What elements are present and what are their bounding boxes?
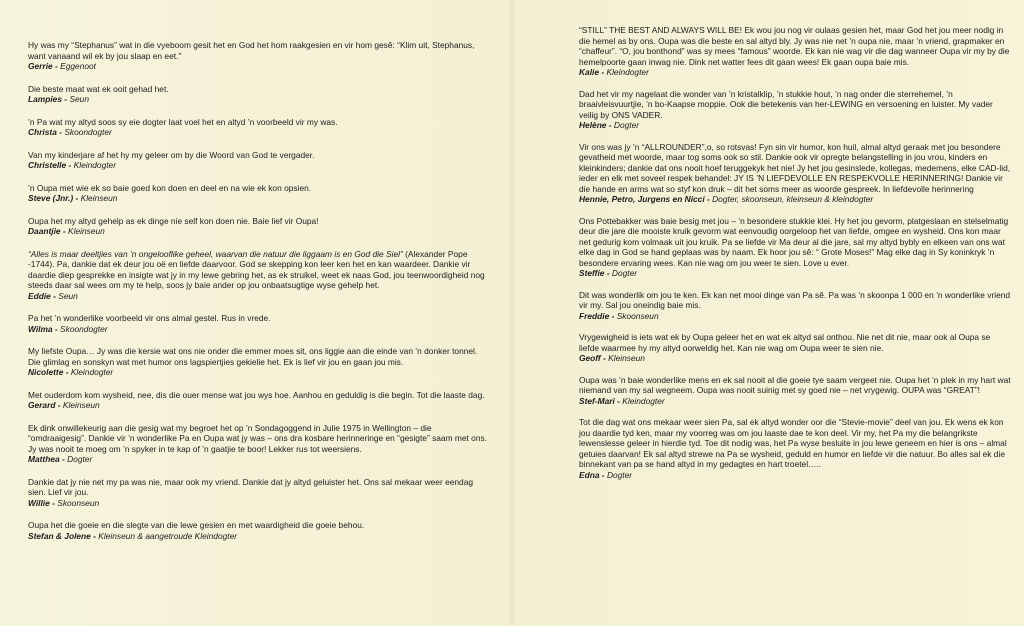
tribute-relation: Dogter [611,268,638,278]
tribute-entry [28,520,490,541]
tribute-text: Hy was my “Stephanus” wat in die vyeboom gesit het en God het hom raakgesien en vir hom gesê: “Klim uit, Stephanus, want vanaand wil ek by jou slaap en eet.” [28,40,475,61]
tribute-name: Willie [28,497,50,508]
tribute-quote: “Alles is maar deeltjies van ’n ongelooflike geheel, waarvan die natuur die liggaam is en God die Siel” [28,248,403,259]
tribute-signature: Kalie - Kleindogter [579,67,649,77]
tribute-relation: Kleindogter [70,367,114,377]
tribute-text: “STILL” THE BEST AND ALWAYS WILL BE! Ek wou jou nog vir oulaas gesien het, maar God het jou meer nodig in die hemel as by ons. Oupa was die beste en sal altyd bly. Jy was nie net ’n oupa nie, maar ’n vriend, grapmaker en “chaffeur”. “O, jou bonthond” was sy mees “famous” woorde. Ek kan nie wag vir die dag wanneer Oupa vir my by die hemelpoorte gaan inwag nie. Dink net watter fees dit gaan wees! Ek gaan oupa baie mis. [579,25,1010,67]
tribute-text-body: (Alexander Pope -1744). Pa, dankie dat ek deur jou oë en liefde daarvoor. God se skepping kon leer ken het en kan waardeer. Dankie vir daardie diep gesprekke en insigte wat jy in my lewe gebring het, as ek struikel, weet ek naas God, jou teenwoordigheid nog steeds daar sal wees om my te help, soos jy baie ander op jou onbaatsugtige wyse gehelp het. [28,248,485,290]
tribute-name: Stef-Mari [579,395,615,406]
tribute-text: Die beste maat wat ek ooit gehad het. [28,83,169,94]
tribute-relation: Eggenoot [60,61,97,71]
tribute-relation: Kleinseun [68,226,105,236]
tribute-relation: Skoondogter [60,323,108,334]
tribute-text: ’n Oupa met wie ek so baie goed kon doen en deel en na wie ek kon opsien. [28,182,312,193]
tribute-entry [579,25,1012,78]
tribute-relation: Kleindogter [622,395,665,406]
tribute-name: Gerrie [28,61,53,71]
tribute-text: Vir ons was jy ’n “ALLROUNDER”,o, so rotsvas! Fyn sin vir humor, kon huil, almal altyd geraak met jou besondere gevatheid met woorde, maar tog soms ook so stil. Dankie ook vir opregte belangstelling in jou vrou, kinders en kleinkinders; dankie dat ons nooit hoef teruggekyk het nie! Jy het jou gesinslede, kollegas, medemens, elke CAD-lid, ieder en elk met soveel respek behandel: JY IS ’N LIEFDEVOLLE EN RESPEKVOLLE HERINNERING! Dankie vir die hande en arms wat so styf kon druk – dit het soms meer as woorde gespreek. In liefdevolle herinnering [579,141,1011,194]
tribute-relation: Skoonseun [57,497,100,508]
right-page [520,0,1024,626]
tribute-text: Dankie dat jy nie net my pa was nie, maar ook my vriend. Dankie dat jy altyd geluister het. Ons sal mekaar weer eendag sien. Lief vir jou. [28,476,474,497]
tribute-text: Tot die dag wat ons mekaar weer sien Pa, sal ek altyd wonder oor die “Stevie-movie” deel van jou. Ek wens ek kon jou daardie tyd ken, maar my voorreg was om jou laaste dae te kon deel. Vir my, het Pa my die belangrikste lewenslesse geleer in hierdie tyd. Toe dit nodig was, het Pa wyse besluite in jou lewe geneem en hier is ons – almal getuies daarvan! Ek sal altyd strewe na Pa se wysheid, geduld en humor en liefde vir die natuur. Bo alles sal ek die binnekant van pa se hand altyd in my gedagtes en hart troetel….. [579,417,1007,469]
tribute-signature: Nicolette - Kleindogter [28,367,114,377]
tribute-name: Christa [28,127,57,137]
tribute-relation: Seun [69,94,89,104]
tribute-text: Oupa was ’n baie wonderlike mens en ek sal nooit al die goeie tye saam vergeet nie. Oupa het ’n plek in my hart wat niemand van my sal wegneem. Oupa was nooit suinig met sy goed nie – net vrygewig. OUPA was “GREAT”! [579,374,1011,395]
tribute-entry [28,117,490,138]
tribute-name: Edna [579,469,600,480]
tribute-entry [28,346,490,378]
tribute-signature: Stefan & Jolene - Kleinseun & aangetroude Kleindogter [28,530,238,541]
tribute-text: Van my kinderjare af het hy my geleer om by die Woord van God te vergader. [28,149,315,160]
tribute-name: Eddie [28,290,51,301]
tribute-text: ’n Pa wat my altyd soos sy eie dogter laat voel het en altyd ’n voorbeeld vir my was. [28,116,338,127]
tribute-name: Steve (Jnr.) [28,193,74,203]
tribute-entry [579,290,1012,322]
tribute-relation: Dogter [67,454,93,464]
tribute-relation: Seun [58,290,78,301]
tribute-text: Ons Pottebakker was baie besig met jou – ’n besondere stukkie klei. Hy het jou gevorm, platgeslaan en stelselmatig deur die jare die mooiste kruik gevorm wat eenvoudig oorgeloop het van liefde, omgee en wysheid. Ons kon maar net gedurig kom volmaak uit jou kruik. Pa se liefde vir Ma deur al die jare, sal my altyd bybly en elkeen van ons wat elke dag in God se hand geplaas was by naam. Ek hoor jou sê: “ Grote Moses!” Mag elke dag in Sy koninkryk ’n besondere ervaring wees. Kan nie wag om jou weer te sien. Love u ever. [579,215,1009,268]
tribute-text [28,249,490,291]
tribute-signature: Eddie - Seun [28,290,78,301]
tribute-name: Lampies [28,94,62,104]
tribute-name: Matthea [28,454,60,464]
tribute-name: Geoff [579,353,601,363]
tribute-signature: Gerard - Kleinseun [28,400,100,410]
tribute-relation: Kleinseun [80,193,118,203]
tribute-text: Vrygewigheid is iets wat ek by Oupa geleer het en wat ek altyd sal onthou. Nie net dit nie, maar ook al Oupa se liefde waarmee hy my altyd oorweldig het. Kan nie wag om Oupa weer te sien nie. [579,332,991,353]
tribute-signature: Matthea - Dogter [28,454,93,464]
tribute-relation: Dogter [613,120,640,130]
tribute-relation: Kleinseun [62,400,100,410]
tribute-signature: Freddie - Skoonseun [579,310,659,321]
tribute-entry [28,313,490,334]
tribute-text: Oupa het my altyd gehelp as ek dinge nie self kon doen nie. Baie lief vir Oupa! [28,215,319,226]
tribute-entry [579,216,1012,279]
tribute-name: Daantjie [28,226,61,236]
tribute-signature: Willie - Skoonseun [28,497,100,508]
tribute-name: Christelle [28,160,67,170]
tribute-signature: Helène - Dogter [579,120,640,130]
tribute-entry [28,150,490,171]
tribute-entry [579,89,1012,131]
tribute-signature: Gerrie - Eggenoot [28,61,97,71]
tribute-relation: Kleindogter [606,67,649,77]
tribute-signature: Stef-Mari - Kleindogter [579,395,665,406]
tribute-text: Met ouderdom kom wysheid, nee, dis die ouer mense wat jou wys hoe. Aanhou en geduldig is die begin. Tot die laaste dag. [28,389,485,400]
tribute-entry [28,423,490,465]
tribute-entry [28,216,490,237]
tribute-text: My liefste Oupa… Jy was die kersie wat ons nie onder die emmer moes sit, ons liggie aan die einde van ’n donker tonnel. Die glimlag en sonskyn wat met humor ons lagspiertjies gekielie het. Ek is lief vir jou en gaan jou mis. [28,346,478,367]
tribute-name: Wilma [28,323,53,334]
tribute-text: Dad het vir my nagelaat die wonder van ’n kristalklip, ’n stukkie hout, ’n nag onder die sterrehemel, ’n braaivleisvuurtjie, ’n bo-Kaapse moppie. Ook die betekenis van her-LEWING en versoening en luister. My vader veilig by ONS VADER. [579,88,993,120]
tribute-entry [579,417,1012,480]
tribute-name: Hennie, Petro, Jurgens en Nicci [579,194,705,204]
tribute-name: Stefan & Jolene [28,530,91,541]
tribute-signature: Christelle - Kleindogter [28,160,116,170]
tribute-relation: Dogter [606,469,633,480]
tribute-signature: Edna - Dogter [579,469,633,480]
tribute-entry [28,390,490,411]
tribute-entry [579,375,1012,407]
tribute-relation: Dogter, skoonseun, kleinseun & kleindogter [712,194,874,204]
tribute-entry [28,249,490,302]
tribute-entry [28,183,490,204]
tribute-name: Helène [579,120,607,130]
tribute-relation: Kleinseun & aangetroude Kleindogter [98,530,238,541]
tribute-signature: Lampies - Seun [28,94,89,104]
tribute-entry [28,477,490,509]
tribute-entry [28,40,490,72]
tribute-signature: Geoff - Kleinseun [579,353,645,363]
tribute-relation: Skoonseun [616,310,659,321]
tribute-name: Gerard [28,400,56,410]
tribute-signature: Daantjie - Kleinseun [28,226,105,236]
tribute-text: Pa het ’n wonderlike voorbeeld vir ons almal gestel. Rus in vrede. [28,313,271,323]
tribute-name: Steffie [579,268,605,278]
tribute-name: Freddie [579,310,610,321]
tribute-signature: Christa - Skoondogter [28,127,112,137]
tribute-signature: Hennie, Petro, Jurgens en Nicci - Dogter, skoonseun, kleinseun & kleindogter [579,194,874,204]
tribute-signature: Steve (Jnr.) - Kleinseun [28,193,118,203]
tribute-text: Oupa het die goeie en die slegte van die lewe gesien en met waardigheid die goeie behou. [28,520,365,530]
tribute-relation: Skoondogter [64,127,112,137]
tribute-relation: Kleinseun [608,353,645,363]
tribute-text: Dit was wonderlik om jou te ken. Ek kan net mooi dinge van Pa sê. Pa was ’n skoonpa 1 000 en ’n wonderlike vriend vir my. Sal jou oneindig baie mis. [579,289,1011,310]
tribute-name: Kalie [579,67,600,77]
tribute-entry [579,332,1012,364]
tribute-relation: Kleindogter [73,160,116,170]
tribute-text: Ek dink onwillekeurig aan die gesig wat my begroet het op ’n Sondagoggend in Julie 1975 in Wellington – die “omdraaigesig”. Dankie vir ’n wonderlike Pa en Oupa wat jy was – ons dra kosbare herinneringe en “gesigte” saam met ons. Jy was nooit te moeg om ’n spyker in te kap of ’n gaatjie te boor! Lekker rus tot weersiens. [28,422,487,454]
tribute-entry [579,142,1012,205]
tribute-entry [28,84,490,105]
tribute-name: Nicolette [28,367,64,377]
tribute-signature: Steffie - Dogter [579,268,638,278]
tribute-signature: Wilma - Skoondogter [28,323,108,334]
